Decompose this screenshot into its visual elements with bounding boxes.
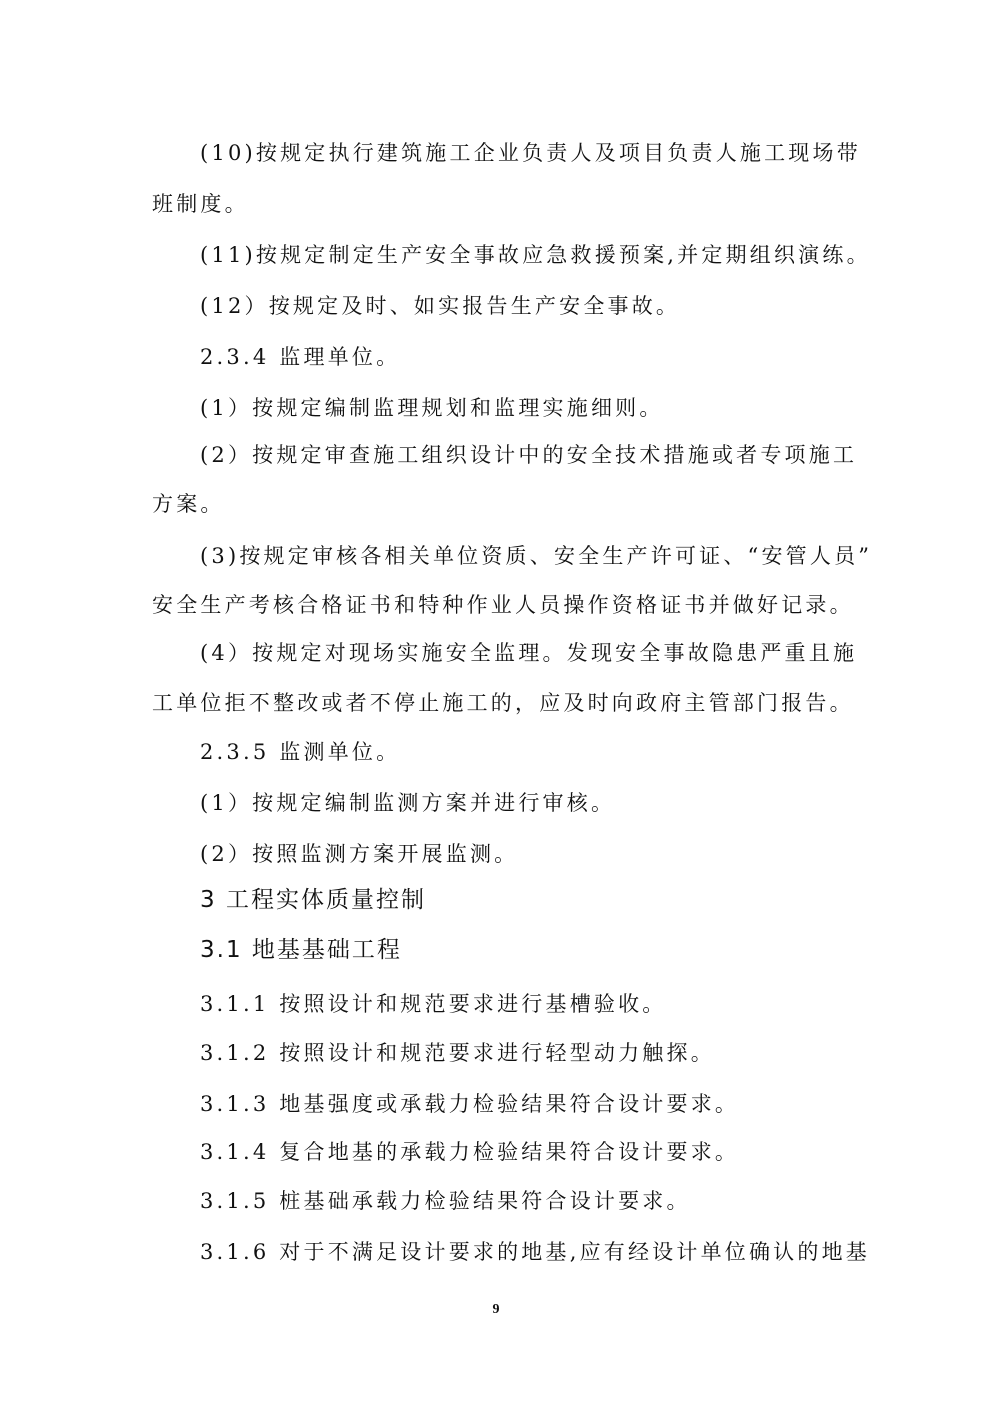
page-number: 9 bbox=[492, 1302, 500, 1317]
paragraph-line: 3.1.1 按照设计和规范要求进行基槽验收。 bbox=[200, 992, 667, 1016]
paragraph-line: 工单位拒不整改或者不停止施工的，应及时向政府主管部门报告。 bbox=[152, 691, 854, 715]
section-heading: 3.1 地基基础工程 bbox=[200, 937, 402, 963]
paragraph-line: 3.1.3 地基强度或承载力检验结果符合设计要求。 bbox=[200, 1092, 740, 1116]
paragraph-line: (2）按照监测方案开展监测。 bbox=[200, 842, 519, 866]
chapter-heading: 3 工程实体质量控制 bbox=[200, 887, 426, 913]
paragraph-line: (1）按规定编制监测方案并进行审核。 bbox=[200, 791, 616, 815]
paragraph-line: (10)按规定执行建筑施工企业负责人及项目负责人施工现场带 bbox=[200, 141, 861, 165]
paragraph-line: (4）按规定对现场实施安全监理。发现安全事故隐患严重且施 bbox=[200, 641, 858, 665]
paragraph-line: 班制度。 bbox=[152, 192, 249, 216]
paragraph-line: 安全生产考核合格证书和特种作业人员操作资格证书并做好记录。 bbox=[152, 593, 854, 617]
section-heading: 2.3.5 监测单位。 bbox=[200, 740, 401, 764]
paragraph-line: 3.1.5 桩基础承载力检验结果符合设计要求。 bbox=[200, 1189, 691, 1213]
section-heading: 2.3.4 监理单位。 bbox=[200, 345, 401, 369]
paragraph-line: (1）按规定编制监理规划和监理实施细则。 bbox=[200, 396, 664, 420]
paragraph-line: 3.1.6 对于不满足设计要求的地基,应有经设计单位确认的地基 bbox=[200, 1240, 870, 1264]
paragraph-line: 方案。 bbox=[152, 492, 225, 516]
paragraph-line: (12）按规定及时、如实报告生产安全事故。 bbox=[200, 294, 681, 318]
paragraph-line: (11)按规定制定生产安全事故应急救援预案,并定期组织演练。 bbox=[200, 243, 871, 267]
paragraph-line: 3.1.2 按照设计和规范要求进行轻型动力触探。 bbox=[200, 1041, 715, 1065]
paragraph-line: (2）按规定审查施工组织设计中的安全技术措施或者专项施工 bbox=[200, 443, 858, 467]
paragraph-line: (3)按规定审核各相关单位资质、安全生产许可证、“安管人员” bbox=[200, 544, 873, 568]
paragraph-line: 3.1.4 复合地基的承载力检验结果符合设计要求。 bbox=[200, 1140, 740, 1164]
